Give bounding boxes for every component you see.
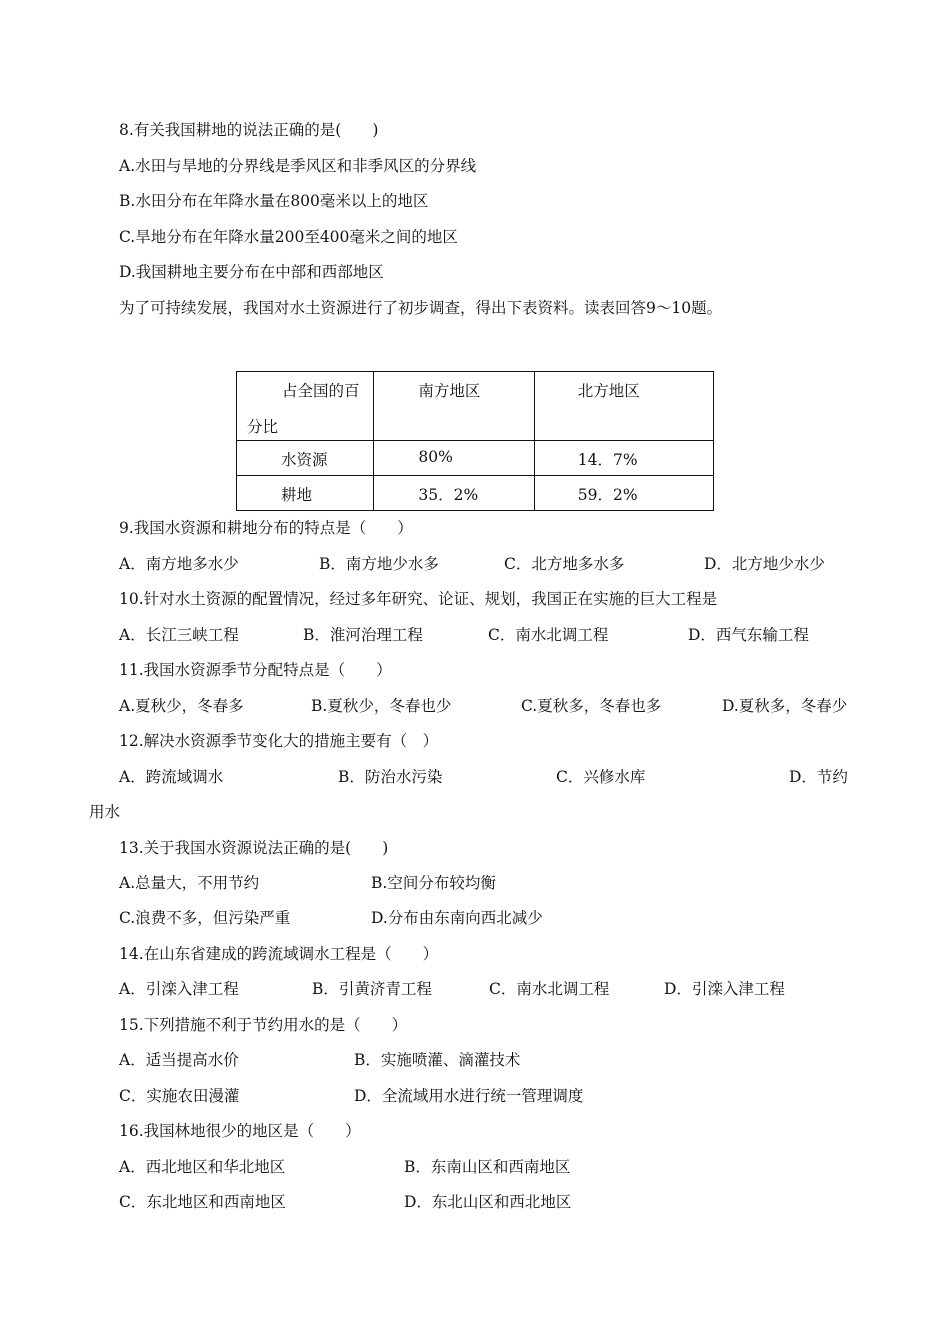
header-label-line1: 占全国的百 <box>282 382 360 400</box>
resource-table <box>236 371 714 511</box>
header-label-line2: 分比 <box>247 418 279 436</box>
q14-option-a: A．引滦入津工程 <box>119 980 239 998</box>
q10-option-d: D．西气东输工程 <box>688 626 809 644</box>
q15-option-c: C．实施农田漫灌 <box>119 1087 240 1105</box>
q13-option-c: C.浪费不多，但污染严重 <box>119 909 291 927</box>
table-header-cell <box>534 372 713 441</box>
q15-option-b: B．实施喷灌、滴灌技术 <box>354 1051 521 1069</box>
q10-stem: 10.针对水土资源的配置情况，经过多年研究、论证、规划，我国正在实施的巨大工程是 <box>119 590 718 608</box>
q10-option-b: B．淮河治理工程 <box>303 626 423 644</box>
q13-stem: 13.关于我国水资源说法正确的是( ) <box>119 839 389 857</box>
row-label: 水资源 <box>281 451 328 469</box>
q16-option-c: C．东北地区和西南地区 <box>119 1193 286 1211</box>
q14-option-d: D．引滦入津工程 <box>664 980 785 998</box>
q14-stem: 14.在山东省建成的跨流域调水工程是（ ） <box>119 945 439 963</box>
table-cell <box>374 441 534 476</box>
q8-option-a: A.水田与旱地的分界线是季风区和非季风区的分界线 <box>119 157 477 175</box>
q16-option-d: D．东北山区和西北地区 <box>404 1193 572 1211</box>
q13-option-a: A.总量大，不用节约 <box>119 874 260 892</box>
table-cell <box>237 441 374 476</box>
q9-option-b: B．南方地少水多 <box>319 555 439 573</box>
q10-option-c: C．南水北调工程 <box>488 626 609 644</box>
q14-option-c: C．南水北调工程 <box>489 980 610 998</box>
q12-option-d: D．节约 <box>789 768 848 786</box>
table-cell <box>534 441 713 476</box>
q11-option-c: C.夏秋多，冬春也多 <box>521 697 662 715</box>
q9-option-a: A．南方地多水少 <box>119 555 239 573</box>
q11-option-d: D.夏秋多，冬春少 <box>722 697 848 715</box>
table-cell <box>237 476 374 511</box>
q16-option-a: A．西北地区和华北地区 <box>119 1158 286 1176</box>
table-cell <box>374 476 534 511</box>
cell-value: 14．7% <box>577 451 638 469</box>
q13-option-d: D.分布由东南向西北减少 <box>371 909 543 927</box>
q12-option-a: A．跨流域调水 <box>119 768 224 786</box>
q11-stem: 11.我国水资源季节分配特点是（ ） <box>119 661 392 679</box>
table-row <box>237 476 714 511</box>
table-row <box>237 441 714 476</box>
q9-stem: 9.我国水资源和耕地分布的特点是（ ） <box>119 519 413 537</box>
table-header-cell <box>374 372 534 441</box>
q12-option-b: B．防治水污染 <box>338 768 443 786</box>
q14-option-b: B．引黄济青工程 <box>312 980 432 998</box>
q8-option-d: D.我国耕地主要分布在中部和西部地区 <box>119 263 384 281</box>
table-cell <box>534 476 713 511</box>
table-header-row <box>237 372 714 441</box>
q10-option-a: A．长江三峡工程 <box>119 626 239 644</box>
cell-value: 35．2% <box>418 486 479 504</box>
q12-option-c: C．兴修水库 <box>556 768 646 786</box>
q12-stem: 12.解决水资源季节变化大的措施主要有（ ） <box>119 732 439 750</box>
table-intro: 为了可持续发展，我国对水土资源进行了初步调查，得出下表资料。读表回答9～10题。 <box>119 299 723 317</box>
q8-option-b: B.水田分布在年降水量在800毫米以上的地区 <box>119 192 429 210</box>
q11-option-b: B.夏秋少，冬春也少 <box>311 697 452 715</box>
q12-option-d-wrap: 用水 <box>89 803 121 821</box>
q15-stem: 15.下列措施不利于节约用水的是（ ） <box>119 1016 408 1034</box>
q8-option-c: C.旱地分布在年降水量200至400毫米之间的地区 <box>119 228 458 246</box>
q9-option-c: C．北方地多水多 <box>504 555 625 573</box>
header-south: 南方地区 <box>418 382 481 400</box>
q8-stem: 8.有关我国耕地的说法正确的是( ) <box>119 121 379 139</box>
q9-option-d: D．北方地少水少 <box>704 555 825 573</box>
row-label: 耕地 <box>281 486 313 504</box>
q15-option-a: A．适当提高水价 <box>119 1051 239 1069</box>
q11-option-a: A.夏秋少，冬春多 <box>119 697 244 715</box>
cell-value: 59．2% <box>577 486 638 504</box>
q13-option-b: B.空间分布较均衡 <box>371 874 496 892</box>
q16-stem: 16.我国林地很少的地区是（ ） <box>119 1122 361 1140</box>
table-header-cell <box>237 372 374 441</box>
header-north: 北方地区 <box>577 382 640 400</box>
cell-value: 80% <box>418 448 453 466</box>
q16-option-b: B．东南山区和西南地区 <box>404 1158 571 1176</box>
q15-option-d: D．全流域用水进行统一管理调度 <box>354 1087 584 1105</box>
